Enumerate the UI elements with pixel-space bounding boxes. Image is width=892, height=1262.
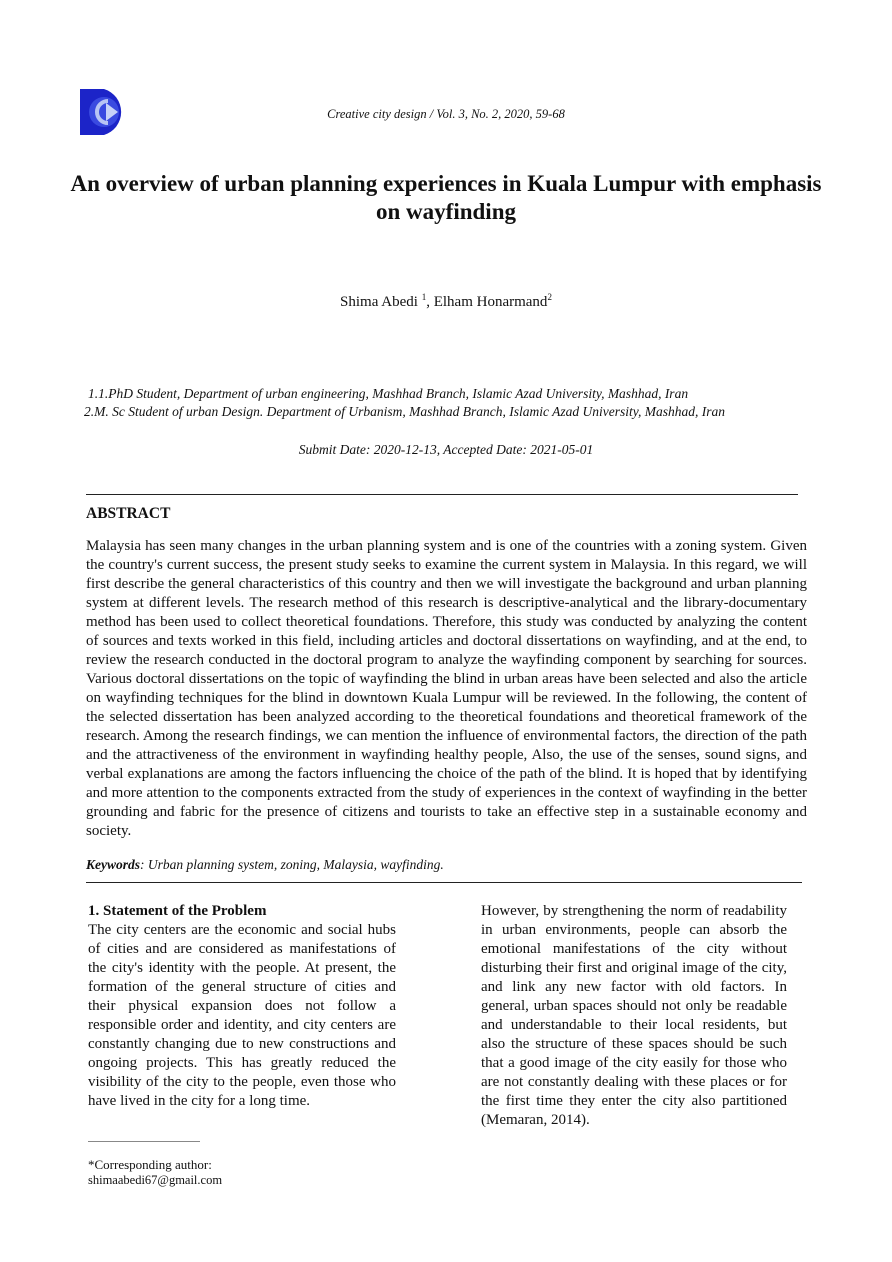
section-heading: 1. Statement of the Problem	[88, 903, 267, 919]
footnote-divider	[88, 1141, 200, 1142]
author-affiliation-mark: 2	[547, 292, 552, 302]
keywords	[86, 857, 444, 873]
keywords-label: Keywords	[86, 857, 140, 872]
journal-citation: Creative city design / Vol. 3, No. 2, 2020, 59-68	[327, 107, 565, 121]
author-list	[0, 292, 892, 311]
abstract-text: Malaysia has seen many changes in the urban planning system and is one of the countries with a zoning system. Given the country's current success, the present study seeks to examine the current system in Malaysia. In this regard, we will first describe the general characteristics of this country and then we will investigate the background and urban planning system at different levels. The research method of this research is descriptive-analytical and the library-documentary method has been used to collect theoretical foundations. Therefore, this study was conducted by analyzing the content of sources and texts worked in this field, including articles and doctoral dissertations on wayfinding, and at the end, to review the research conducted in the doctoral program to analyze the wayfinding component by searching for sources. Various doctoral dissertations on the topic of wayfinding the blind in urban areas have been selected and also the article on wayfinding techniques for the blind in downtown Kuala Lumpur will be reviewed. In the following, the content of the selected dissertation has been analyzed according to the theoretical foundations and theoretical framework of the research. Among the research findings, we can mention the influence of environmental factors, the direction of the path and the attractiveness of the environment in wayfinding healthy people, Also, the use of the senses, sound signs, and verbal explanations are among the factors influencing the choice of the path of the blind. It is hoped that by identifying and more attention to the components extracted from the study of experiences in the context of wayfinding in the better grounding and fabric for the presence of citizens and tourists to take an effective step in a sustainable economy and society.	[86, 538, 807, 839]
body-column-right	[481, 902, 787, 1130]
divider	[86, 882, 802, 883]
author-separator: ,	[426, 294, 434, 310]
paragraph: However, by strengthening the norm of readability in urban environments, people can absorb the emotional manifestations of the city without disturbing their first and original image of the city, and link any new factor with old factors. In general, urban spaces should not only be readable and understandable to their local residents, but also the structure of these spaces should be such that a good image of the city easily for those who are not constantly dealing with these places or for the first time they enter the city also partitioned (Memaran, 2014).	[481, 903, 787, 1128]
author-name: Shima Abedi	[340, 294, 418, 310]
divider	[86, 494, 798, 495]
abstract-heading: ABSTRACT	[86, 505, 171, 522]
submission-dates: Submit Date: 2020-12-13, Accepted Date: 2021-05-01	[298, 442, 594, 457]
author-affiliation-mark: 1	[421, 292, 427, 302]
footnote-email[interactable]: shimaabedi67@gmail.com	[88, 1173, 223, 1187]
footnote-label: *Corresponding author:	[88, 1157, 212, 1172]
keywords-list: : Urban planning system, zoning, Malaysia, wayfinding.	[140, 857, 444, 872]
affiliation-2: 2.M. Sc Student of urban Design. Department of Urbanism, Mashhad Branch, Islamic Azad University, Mashhad, Iran	[84, 404, 725, 419]
author-name: Elham Honarmand	[433, 294, 548, 310]
paper-title: An overview of urban planning experiences in Kuala Lumpur with emphasis on wayfinding	[70, 171, 822, 224]
affiliation-1: 1.1.PhD Student, Department of urban engineering, Mashhad Branch, Islamic Azad University, Mashhad, Iran	[88, 386, 689, 401]
paragraph: The city centers are the economic and social hubs of cities and are considered as manifestations of the city's identity with the people. At present, the formation of the general structure of cities and their physical expansion does not follow a responsible order and identity, and city centers are constantly changing due to new constructions and ongoing projects. This has greatly reduced the visibility of the city to the people, even those who have lived in the city for a long time.	[88, 922, 396, 1109]
body-column-left	[88, 902, 396, 1111]
